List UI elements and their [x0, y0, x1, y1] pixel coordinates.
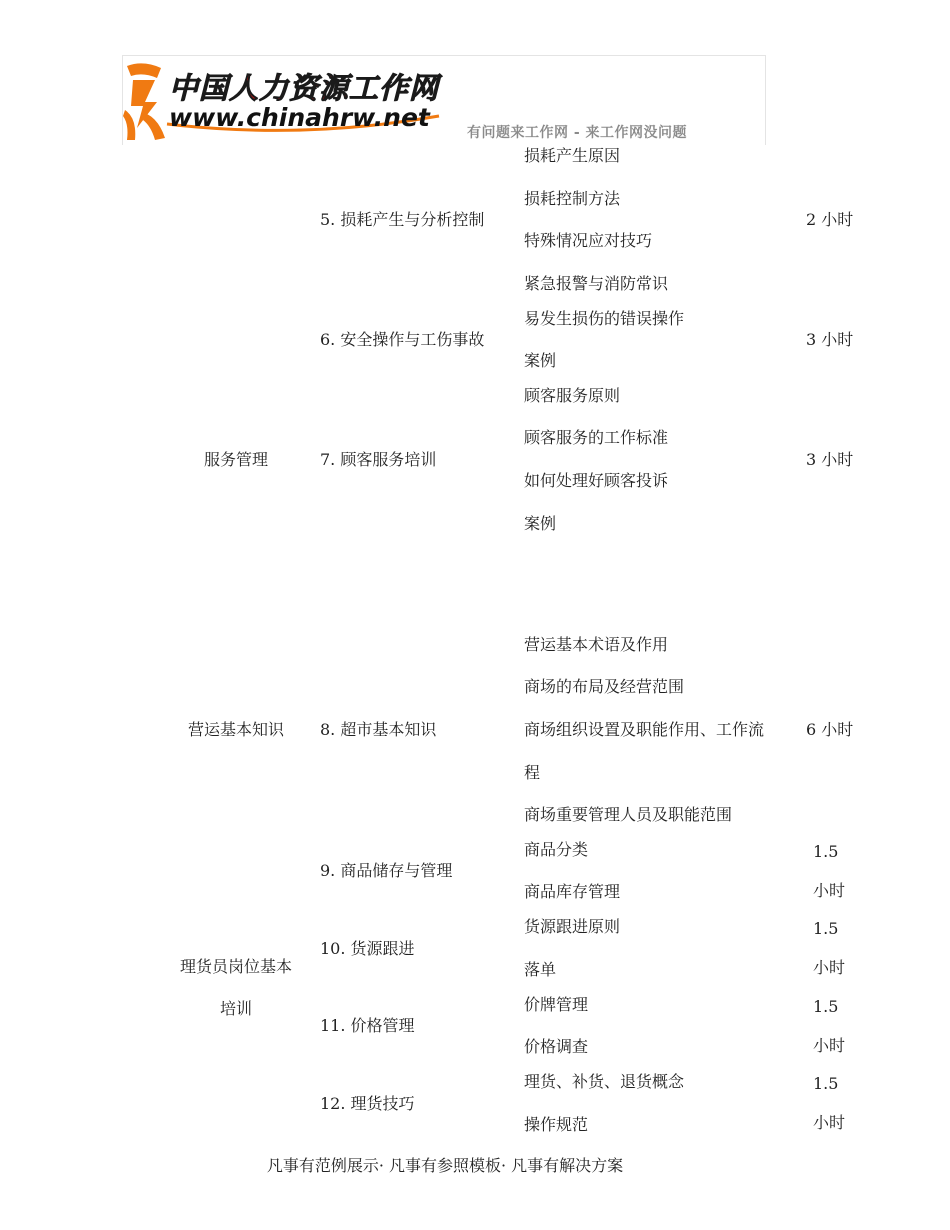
course-hours: 1.5 [813, 842, 839, 861]
page-footer: 凡事有范例展示· 凡事有参照模板· 凡事有解决方案 [266, 1156, 624, 1175]
course-item: 理货、补货、退货概念 [524, 1072, 685, 1091]
course-item: 损耗控制方法 [524, 189, 621, 208]
course-hours: 1.5 [813, 997, 839, 1016]
course-item: 操作规范 [524, 1115, 589, 1134]
course-item: 如何处理好顾客投诉 [524, 471, 669, 490]
course-title: 8. 超市基本知识 [320, 720, 437, 739]
course-item: 特殊情况应对技巧 [524, 231, 653, 250]
course-hours-unit: 小时 [813, 958, 846, 977]
course-item: 案例 [524, 514, 557, 533]
category-label: 营运基本知识 [187, 720, 284, 739]
course-item: 易发生损伤的错误操作 [524, 309, 685, 328]
course-item: 商品分类 [524, 840, 589, 859]
course-item: 价格调查 [524, 1037, 589, 1056]
banner-slogan: 有问题来工作网 - 来工作网没问题 [467, 125, 688, 141]
course-item: 顾客服务原则 [524, 386, 621, 405]
course-item: 商场组织设置及职能作用、工作流 [524, 720, 765, 739]
course-title: 12. 理货技巧 [320, 1094, 415, 1113]
course-item: 顾客服务的工作标准 [524, 428, 669, 447]
course-hours: 3 小时 [806, 330, 854, 349]
course-hours-unit: 小时 [813, 1113, 846, 1132]
course-item: 案例 [524, 351, 557, 370]
course-title: 6. 安全操作与工伤事故 [320, 330, 485, 349]
course-item: 程 [524, 763, 541, 782]
category-label: 服务管理 [203, 450, 268, 469]
course-item: 货源跟进原则 [524, 917, 621, 936]
course-item: 损耗产生原因 [524, 146, 621, 165]
course-hours-unit: 小时 [813, 1036, 846, 1055]
category-label-line2: 培训 [219, 999, 252, 1018]
category-label: 理货员岗位基本 [179, 957, 292, 976]
course-hours-unit: 小时 [813, 881, 846, 900]
course-hours: 1.5 [813, 919, 839, 938]
course-item: 商品库存管理 [524, 882, 621, 901]
course-hours: 3 小时 [806, 450, 854, 469]
course-item: 落单 [524, 960, 557, 979]
course-title: 11. 价格管理 [320, 1016, 415, 1035]
course-item: 商场的布局及经营范围 [524, 677, 685, 696]
logo-mark-icon [123, 58, 167, 144]
course-title: 7. 顾客服务培训 [320, 450, 437, 469]
logo-url: www.chinahrw.net [169, 103, 430, 132]
site-banner [122, 55, 766, 145]
course-item: 紧急报警与消防常识 [524, 274, 669, 293]
course-title: 10. 货源跟进 [320, 939, 415, 958]
course-title: 9. 商品储存与管理 [320, 861, 453, 880]
course-hours: 2 小时 [806, 210, 854, 229]
course-title: 5. 损耗产生与分析控制 [320, 210, 485, 229]
course-hours: 1.5 [813, 1074, 839, 1093]
course-hours: 6 小时 [806, 720, 854, 739]
course-item: 商场重要管理人员及职能范围 [524, 805, 733, 824]
course-item: 价牌管理 [524, 995, 589, 1014]
logo-title: 中国人力资源工作网 [169, 71, 440, 105]
course-item: 营运基本术语及作用 [524, 635, 669, 654]
